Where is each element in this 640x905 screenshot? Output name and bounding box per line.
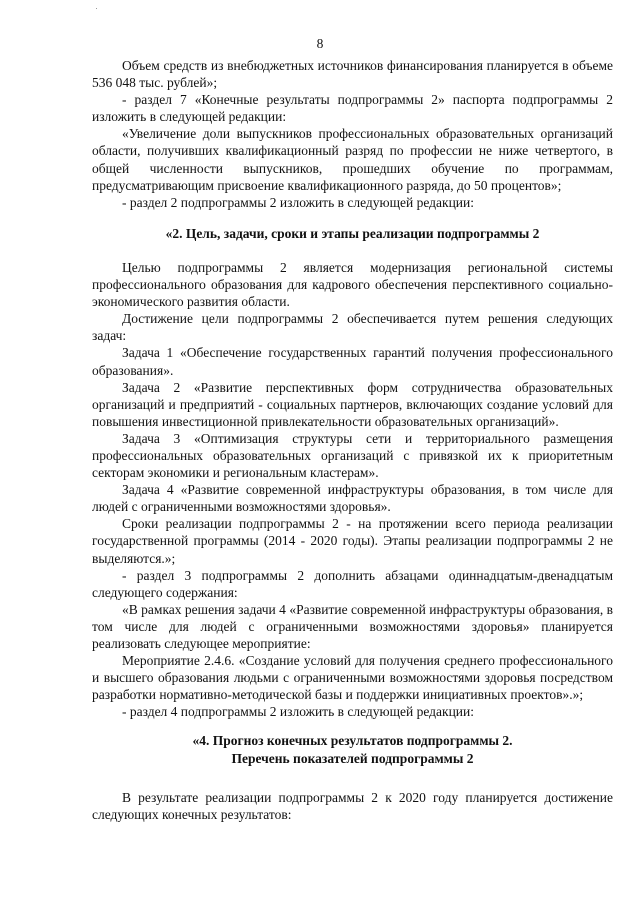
paragraph-section7-text: «Увеличение доли выпускников профессиональных образовательных организаций области, получивших квалификационный разряд по профессии не ниже четвертого, в общей численности выпускников, прошедших обучение по программам, предусматривающим присвоение квалификационного разряда, до 50 процентов»; [92,126,613,193]
paragraph-task4-measure-intro: «В рамках решения задачи 4 «Развитие современной инфраструктуры образования, в том числе для людей с ограниченными возможностями здоровья» планируется реализовать следующее мероприятие: [92,601,613,651]
paragraph-task-1: Задача 1 «Обеспечение государственных гарантий получения профессионального образования». [92,345,613,378]
paragraph-goal: Целью подпрограммы 2 является модернизация региональной системы профессионального образования для кадрового обеспечения перспективного социально-экономического развития области. [92,259,613,310]
paragraph-section3-instruction: - раздел 3 подпрограммы 2 дополнить абзацами одиннадцатым-двенадцатым следующего содержания: [92,567,613,600]
page-body [92,57,613,823]
scan-mark [96,8,97,9]
paragraph-task-3: Задача 3 «Оптимизация структуры сети и территориального размещения профессиональных образовательных организаций с привязкой их к приоритетным секторам экономики и региональным кластерам». [92,430,613,481]
paragraph-tasks-intro: Достижение цели подпрограммы 2 обеспечивается путем решения следующих задач: [92,311,613,344]
heading-section4-line2: Перечень показателей подпрограммы 2 [231,750,474,766]
paragraph-section7-instruction: - раздел 7 «Конечные результаты подпрограммы 2» паспорта подпрограммы 2 изложить в следующей редакции: [92,92,613,125]
paragraph-task-2: Задача 2 «Развитие перспективных форм сотрудничества образовательных организаций и предприятий - социальных партнеров, включающих создание условий для повышения инвестиционной привлекательности образовательных организаций». [92,379,613,429]
paragraph-section2-instruction: - раздел 2 подпрограммы 2 изложить в следующей редакции: [122,194,474,210]
paragraph-section4-instruction: - раздел 4 подпрограммы 2 изложить в следующей редакции: [122,704,474,720]
paragraph-measure-2-4-6: Мероприятие 2.4.6. «Создание условий для получения среднего профессионального и высшего образования людьми с ограниченными возможностями здоровья посредством разработки нормативно-методической базы и поддержки инициативных проектов».»; [92,653,613,703]
heading-section4 [92,732,613,766]
heading-section2: «2. Цель, задачи, сроки и этапы реализации подпрограммы 2 [165,225,540,241]
paragraph-results-intro: В результате реализации подпрограммы 2 к 2020 году планируется достижение следующих конечных результатов: [92,789,613,822]
page-number: 8 [316,36,324,51]
paragraph-timeline: Сроки реализации подпрограммы 2 - на протяжении всего периода реализации государственной программы (2014 - 2020 годы). Этапы реализации подпрограммы 2 не выделяются.»; [92,516,613,566]
paragraph-task-4: Задача 4 «Развитие современной инфраструктуры образования, в том числе для людей с ограниченными возможностями здоровья». [92,482,613,515]
heading-section4-line1: «4. Прогноз конечных результатов подпрограммы 2. [192,733,513,749]
paragraph-funding: Объем средств из внебюджетных источников финансирования планируется в объеме 536 048 тыс. рублей»; [92,58,613,91]
